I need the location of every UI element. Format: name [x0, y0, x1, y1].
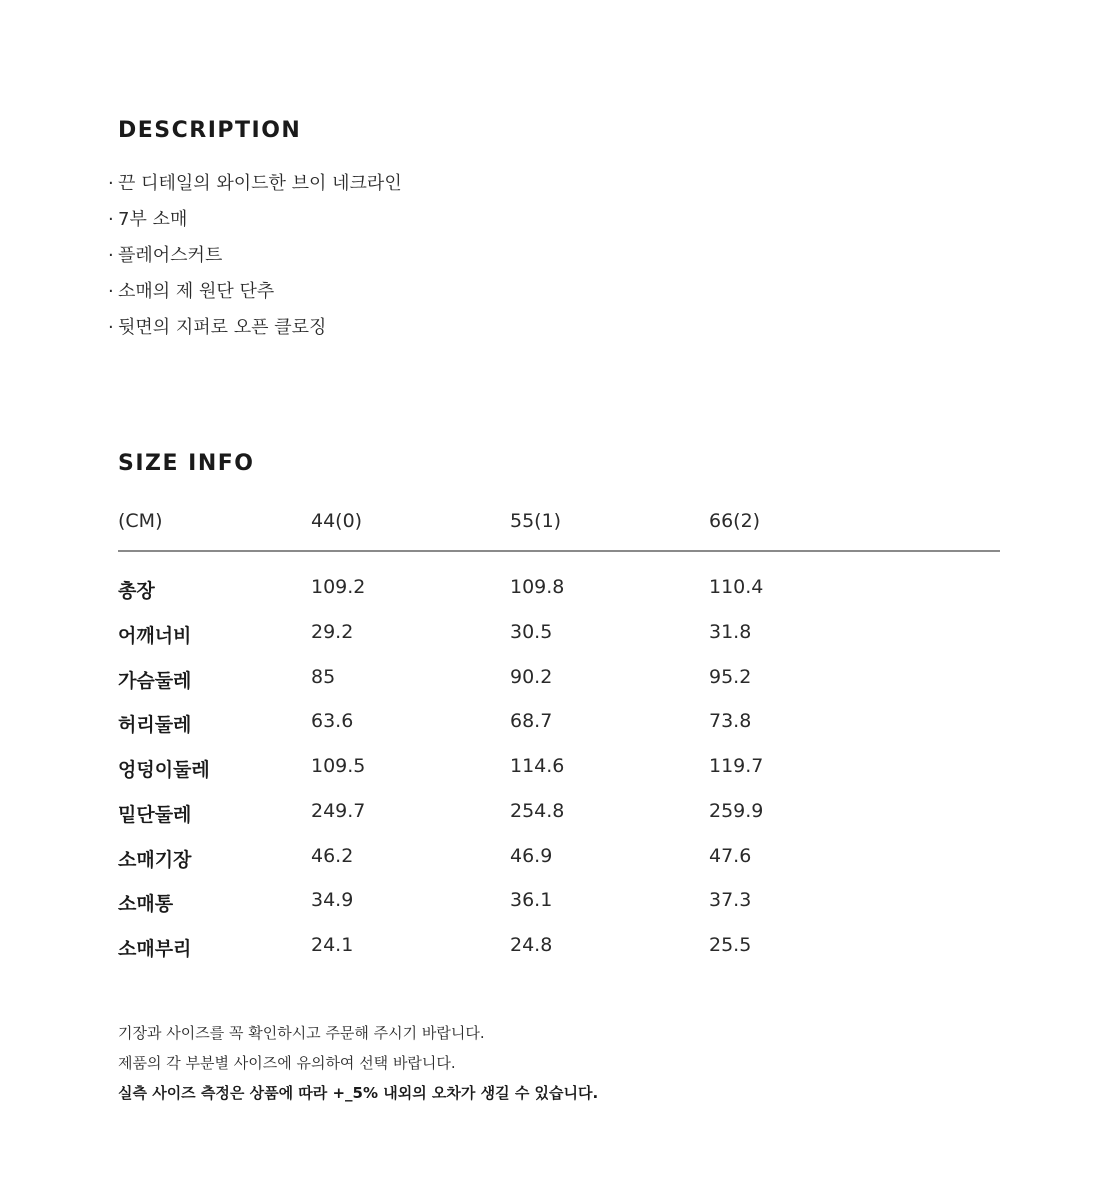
description-item — [108, 314, 402, 350]
table-row — [118, 885, 1000, 930]
row-label: 소매통 — [118, 893, 174, 916]
note-line: 기장과 사이즈를 꼭 확인하시고 주문해 주시기 바랍니다. — [118, 1024, 485, 1042]
table-cell: 90.2 — [510, 665, 553, 688]
size-table — [118, 504, 1000, 975]
table-row — [118, 706, 1000, 751]
size-table-body — [118, 572, 1000, 975]
table-cell: 68.7 — [510, 710, 553, 733]
size-table-header — [118, 504, 1000, 552]
table-cell: 30.5 — [510, 620, 553, 643]
table-row — [118, 617, 1000, 662]
size-info-title: SIZE INFO — [118, 451, 255, 476]
table-cell: 46.9 — [510, 844, 553, 867]
table-cell: 259.9 — [709, 799, 764, 822]
table-cell: 46.2 — [311, 844, 354, 867]
table-cell: 114.6 — [510, 755, 565, 777]
table-cell: 119.7 — [709, 755, 764, 777]
description-item-text: 뒷면의 지퍼로 오픈 클로징 — [118, 317, 327, 338]
description-item-text: 소매의 제 원단 단추 — [118, 281, 275, 302]
table-row — [118, 751, 1000, 796]
note-line: 제품의 각 부분별 사이즈에 유의하여 선택 바랍니다. — [118, 1054, 456, 1072]
table-cell: 110.4 — [709, 576, 764, 598]
row-label: 밑단둘레 — [118, 803, 192, 826]
bullet-dot: · — [108, 209, 114, 230]
description-item-text: 7부 소매 — [118, 209, 188, 230]
row-label: 소매기장 — [118, 848, 192, 871]
bullet-dot: · — [108, 173, 114, 194]
row-label: 가슴둘레 — [118, 669, 192, 692]
bullet-dot: · — [108, 317, 114, 338]
size-notes — [118, 1020, 598, 1110]
table-row — [118, 930, 1000, 975]
table-cell: 109.8 — [510, 576, 565, 598]
description-item-text: 플레어스커트 — [118, 245, 223, 266]
row-label: 엉덩이둘레 — [118, 759, 210, 781]
description-item-text: 끈 디테일의 와이드한 브이 네크라인 — [118, 173, 402, 194]
header-size-44: 44(0) — [311, 510, 363, 532]
table-cell: 109.2 — [311, 576, 366, 598]
table-cell: 24.8 — [510, 934, 553, 956]
table-cell: 34.9 — [311, 889, 354, 912]
table-row — [118, 796, 1000, 841]
bullet-dot: · — [108, 281, 114, 302]
row-label: 소매부리 — [118, 938, 192, 960]
table-cell: 73.8 — [709, 710, 752, 733]
bullet-dot: · — [108, 245, 114, 266]
row-label: 총장 — [118, 580, 155, 602]
table-cell: 47.6 — [709, 844, 752, 867]
row-label: 허리둘레 — [118, 714, 192, 737]
table-cell: 24.1 — [311, 934, 354, 956]
table-cell: 85 — [311, 665, 336, 688]
header-size-66: 66(2) — [709, 510, 761, 532]
table-cell: 29.2 — [311, 620, 354, 643]
table-cell: 254.8 — [510, 799, 565, 822]
table-cell: 37.3 — [709, 889, 752, 912]
note-line-emphasis: 실측 사이즈 측정은 상품에 따라 +_5% 내외의 오차가 생길 수 있습니다. — [118, 1084, 599, 1102]
table-cell: 31.8 — [709, 620, 752, 643]
description-item — [108, 242, 402, 278]
table-row — [118, 572, 1000, 617]
table-cell: 63.6 — [311, 710, 354, 733]
header-size-55: 55(1) — [510, 510, 562, 532]
table-cell: 95.2 — [709, 665, 752, 688]
description-title: DESCRIPTION — [118, 118, 302, 143]
description-list — [108, 170, 402, 350]
row-label: 어깨너비 — [118, 624, 192, 647]
table-row — [118, 841, 1000, 886]
table-cell: 36.1 — [510, 889, 553, 912]
table-row — [118, 662, 1000, 707]
table-cell: 249.7 — [311, 799, 366, 822]
description-item — [108, 206, 402, 242]
description-item — [108, 170, 402, 206]
table-cell: 25.5 — [709, 934, 752, 956]
table-cell: 109.5 — [311, 755, 366, 777]
header-unit: (CM) — [118, 510, 163, 532]
description-item — [108, 278, 402, 314]
